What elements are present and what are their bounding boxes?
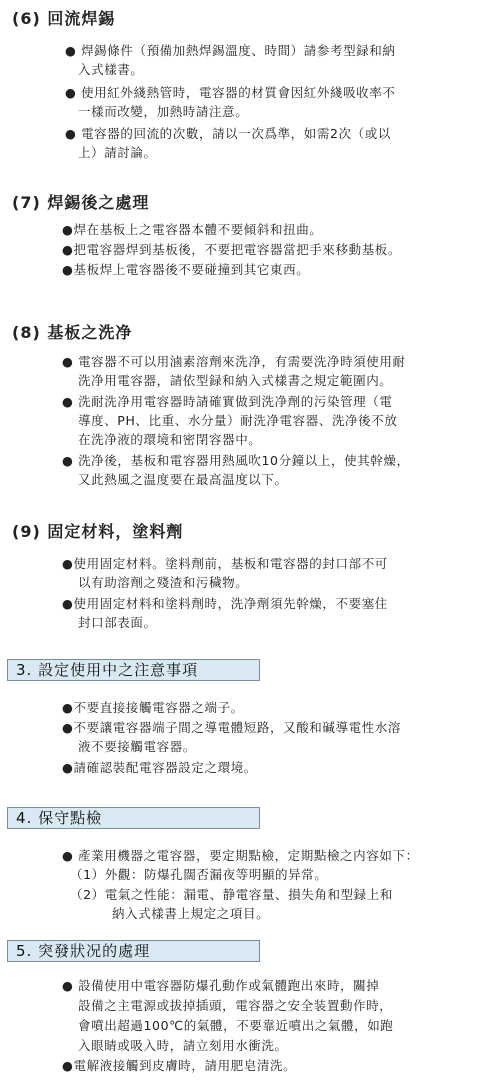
- body-line: 會噴出超過100℃的氣體，不要靠近噴出之氣體，如跑: [78, 1018, 394, 1033]
- body-line: ●使用固定材料和塗料劑時，洗净劑須先幹燥，不要塞住: [62, 596, 388, 611]
- body-line: ● 設備使用中電容器防爆孔動作或氣體跑出來時，關掉: [62, 978, 380, 993]
- section-heading-7: (7) 焊錫後之處理: [12, 193, 150, 212]
- body-line: ●不要直接接觸電容器之端子。: [62, 700, 244, 715]
- section-heading-8: (8) 基板之洗净: [12, 323, 133, 342]
- body-line: 一樣而改變，加熱時請注意。: [78, 104, 249, 119]
- body-line: 封口部表面。: [78, 615, 157, 630]
- body-line: 洗净用電容器，請依型録和納入式樣書之規定範圍内。: [78, 373, 393, 388]
- body-line: 液不要接觸電容器。: [78, 739, 196, 754]
- body-line: ●焊在基板上之電容器本體不要傾斜和扭曲。: [62, 222, 323, 237]
- body-line: 導度、PH、比重、水分量）耐洗净電容器、洗净後不放: [78, 413, 398, 428]
- body-line: 以有助溶劑之殘渣和污穢物。: [78, 575, 249, 590]
- section-heading-9: (9) 固定材料，塗料劑: [12, 522, 184, 541]
- body-line: 入眼睛或吸入時，請立刻用水衝洗。: [78, 1038, 288, 1053]
- body-line: 設備之主電源或拔掉插頭，電容器之安全装置動作時，: [78, 998, 393, 1013]
- body-line: ● 洗净後，基板和電容器用熱風吹10分鐘以上，使其幹燥，: [62, 453, 410, 468]
- body-line: ● 焊錫條件（預備加熱焊錫溫度、時間）請参考型録和納: [65, 43, 396, 58]
- section-heading-6: (6) 回流焊錫: [12, 9, 116, 28]
- body-line: ●不要讓電容器端子間之導電體短路，又酸和碱導電性水溶: [62, 720, 402, 735]
- body-line: ● 使用紅外綫熱管時，電容器的材質會因紅外綫吸收率不: [65, 85, 396, 100]
- body-line: 在洗净液的環境和密閉容器中。: [78, 432, 262, 447]
- body-line: ●基板焊上電容器後不要碰撞到其它東西。: [62, 262, 310, 277]
- section-bar-5: 5. 突發狀况的處理: [7, 940, 260, 962]
- body-line: （1）外觀：防爆孔闊否漏夜等明顯的异常。: [70, 867, 328, 882]
- body-line: ● 電容器不可以用滷素溶劑來洗净，有需要洗净時須使用耐: [62, 354, 406, 369]
- body-line: ● 電容器的回流的次數，請以一次爲準，如需2次（或以: [65, 126, 391, 141]
- body-line: ●使用固定材料。塗料劑前，基板和電容器的封口部不可: [62, 556, 388, 571]
- section-bar-4: 4. 保守點檢: [7, 807, 260, 829]
- body-line: ●請確認裝配電容器設定之環境。: [62, 760, 257, 775]
- body-line: ●電解液接觸到皮膚時，請用肥皂清洗。: [62, 1058, 297, 1073]
- section-bar-3: 3. 設定使用中之注意事項: [7, 659, 260, 681]
- body-line: 上）請討論。: [78, 145, 157, 160]
- body-line: ● 產業用機器之電容器，要定期點檢，定期點檢之内容如下：: [62, 848, 419, 863]
- body-line: ● 洗耐洗净用電容器時請確實做到洗净劑的污染管理（電: [62, 394, 393, 409]
- body-line: （2）電氣之性能：漏電、静電容量、損失角和型録上和: [70, 887, 393, 902]
- body-line: 又此熱風之温度要在最高温度以下。: [78, 472, 288, 487]
- body-line: ●把電容器焊到基板後，不要把電容器當把手來移動基板。: [62, 242, 402, 257]
- body-line: 入式樣書。: [78, 62, 144, 77]
- body-line: 納入式樣書上規定之項目。: [112, 906, 270, 921]
